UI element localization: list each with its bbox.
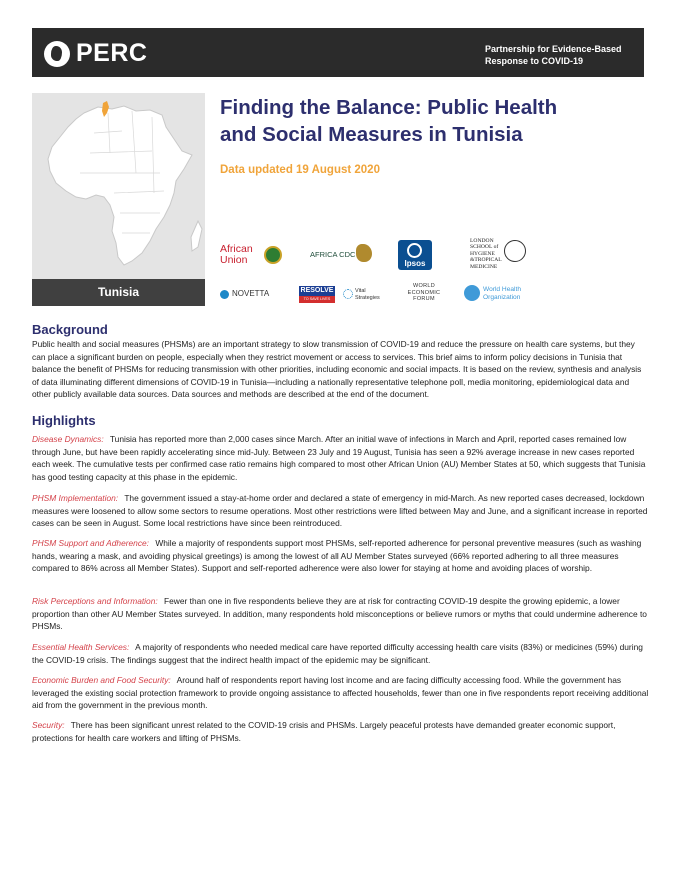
title-line-1: Finding the Balance: Public Health (220, 96, 558, 119)
wef-line-2: ECONOMIC (407, 289, 441, 296)
highlight-label: PHSM Support and Adherence: (32, 538, 150, 548)
highlight-label: Essential Health Services: (32, 642, 130, 652)
who-line-1: World Health (483, 286, 521, 293)
background-heading: Background (32, 322, 108, 337)
logo-text: PERC (76, 39, 148, 67)
highlight-label: Security: (32, 720, 65, 730)
highlight-text: Around half of respondents report having lost income and are facing difficulty accessing food. While the government has leveraged the existing social protection framework to provide ongoing assistance to affected households, fewer than one in five respondents report receiving additional aid from the government in the previous month. (32, 675, 649, 710)
lshtm-logo (470, 238, 532, 272)
tagline (485, 43, 635, 67)
novetta-text: NOVETTA (232, 289, 270, 298)
vital-line-1: Vital (355, 288, 366, 294)
vital-text (355, 288, 380, 301)
perc-logo (44, 39, 147, 68)
africa-globe-icon (44, 41, 70, 67)
africa-cdc-logo (310, 244, 376, 268)
highlight-text: A majority of respondents who needed medical care have reported difficulty accessing health care visits (83%) or medicines (59%) during the COVID-19 crisis. The findings suggest that the indirect health impact of the epidemic may be significant. (32, 642, 643, 665)
tagline-line-1: Partnership for Evidence-Based (485, 44, 622, 54)
highlight-item (32, 537, 649, 575)
africa-map-icon (32, 93, 205, 279)
highlight-text: While a majority of respondents support most PHSMs, self-reported adherence for personal preventive measures (such as washing hands, wearing a mask, and avoiding physical greetings) is among the lowest of all AU Member States surveyed (66% reported adhering to all three measures compared to 86% across all Member States). Support and self-reported adherence were also lower for staying at home and avoiding places of worship. (32, 538, 642, 573)
highlight-text: The government issued a stay-at-home order and declared a state of emergency in mid-March. As new reported cases decreased, lockdown measures were loosened to allow some sectors to resume operations. Most other restrictions were lifted between May and June, and a significant increase in reported cases can be seen in August. Some local restrictions have since been reintroduced. (32, 493, 648, 528)
title-line-2: and Social Measures in Tunisia (220, 123, 523, 146)
vital-mark-icon (343, 289, 353, 299)
ipsos-text: Ipsos (404, 259, 426, 268)
who-line-2: Organization (483, 293, 521, 301)
african-union-logo (220, 244, 284, 270)
africa-cdc-mark-icon (356, 244, 372, 262)
highlight-item (32, 719, 649, 744)
lshtm-line-5: MEDICINE (470, 263, 498, 270)
highlight-label: PHSM Implementation: (32, 493, 119, 503)
lshtm-crest-icon (504, 240, 526, 262)
highlight-label: Economic Burden and Food Security: (32, 675, 171, 685)
vital-strategies-logo (343, 287, 387, 303)
highlight-item (32, 433, 649, 483)
highlight-label: Disease Dynamics: (32, 434, 104, 444)
africa-map (32, 93, 205, 306)
lshtm-text (470, 238, 502, 270)
vital-line-2: Strategies (355, 294, 380, 301)
resolve-text: RESOLVE (300, 287, 334, 294)
highlight-item (32, 641, 649, 666)
highlight-text: Fewer than one in five respondents believe they are at risk for contracting COVID-19 despite the growing epidemic, a lower proportion than other AU Member States surveyed. In addition, many respondents hold misconceptions or believe rumors or myths that could undermine adherence to PHSMs. (32, 596, 647, 631)
highlights-heading: Highlights (32, 413, 96, 428)
who-logo (464, 285, 536, 303)
novetta-mark-icon (220, 290, 229, 299)
au-text: African Union (220, 243, 253, 266)
highlight-item (32, 492, 649, 530)
highlight-item (32, 595, 649, 633)
lshtm-line-1: LONDON (470, 238, 494, 244)
highlight-text: There has been significant unrest related to the COVID-19 crisis and PHSMs. Largely peaceful protests have demanded greater economic support, protections for health care workers and lifting of PHSMs. (32, 720, 616, 743)
tagline-line-2: Response to COVID-19 (485, 56, 584, 66)
page-title (220, 94, 640, 148)
resolve-logo (299, 286, 335, 303)
lshtm-line-2: SCHOOL of (470, 244, 499, 251)
africa-cdc-text: AFRICA CDC (310, 250, 356, 259)
wef-line-1: WORLD (413, 283, 435, 289)
ipsos-circle-icon (407, 243, 422, 258)
country-label: Tunisia (32, 279, 205, 306)
wef-logo (404, 283, 444, 307)
highlight-label: Risk Perceptions and Information: (32, 596, 158, 606)
who-text (483, 286, 521, 301)
background-paragraph: Public health and social measures (PHSMs) are an important strategy to slow transmission of COVID-19 and reduce the pressure on health care systems, but they can place a significant burden on people, especially when they restrict movement or access to services. This brief aims to inform policy decisions in Tunisia that balance the benefit of PHSMs for reducing transmission with other priorities, including economic and social impacts. It is based on the review, synthesis and analysis of data illuminating different dimensions of COVID-19 in Tunisia—including a nationally representative telephone poll, media monitoring, epidemiological data and other publicly available data sources. Data sources and methods are described at the end of the document. (32, 339, 642, 399)
lshtm-line-3: HYGIENE (470, 250, 495, 257)
resolve-subtext: TO SAVE LIVES (299, 296, 335, 303)
who-emblem-icon (464, 285, 480, 301)
highlight-item (32, 674, 649, 712)
highlight-text: Tunisia has reported more than 2,000 cases since March. After an initial wave of infections in March and April, reported cases remained low through June, but have been rapidly accelerating since mid-July. Between 23 July and 19 August, Tunisia has seen a 92% average increase in new cases reported each week. The cumulative tests per confirmed case ratio remains high compared to most other African Union (AU) Member States at 50, which suggests that Tunisia has good testing capacity at this phase in the epidemic. (32, 434, 646, 482)
ipsos-logo (398, 240, 432, 270)
data-updated-date: Data updated 19 August 2020 (220, 164, 380, 176)
novetta-logo (220, 288, 280, 302)
lshtm-line-4: &TROPICAL (470, 257, 502, 264)
wef-line-3: FORUM (413, 296, 435, 302)
header-bar (32, 28, 644, 77)
au-emblem-icon (264, 246, 282, 264)
